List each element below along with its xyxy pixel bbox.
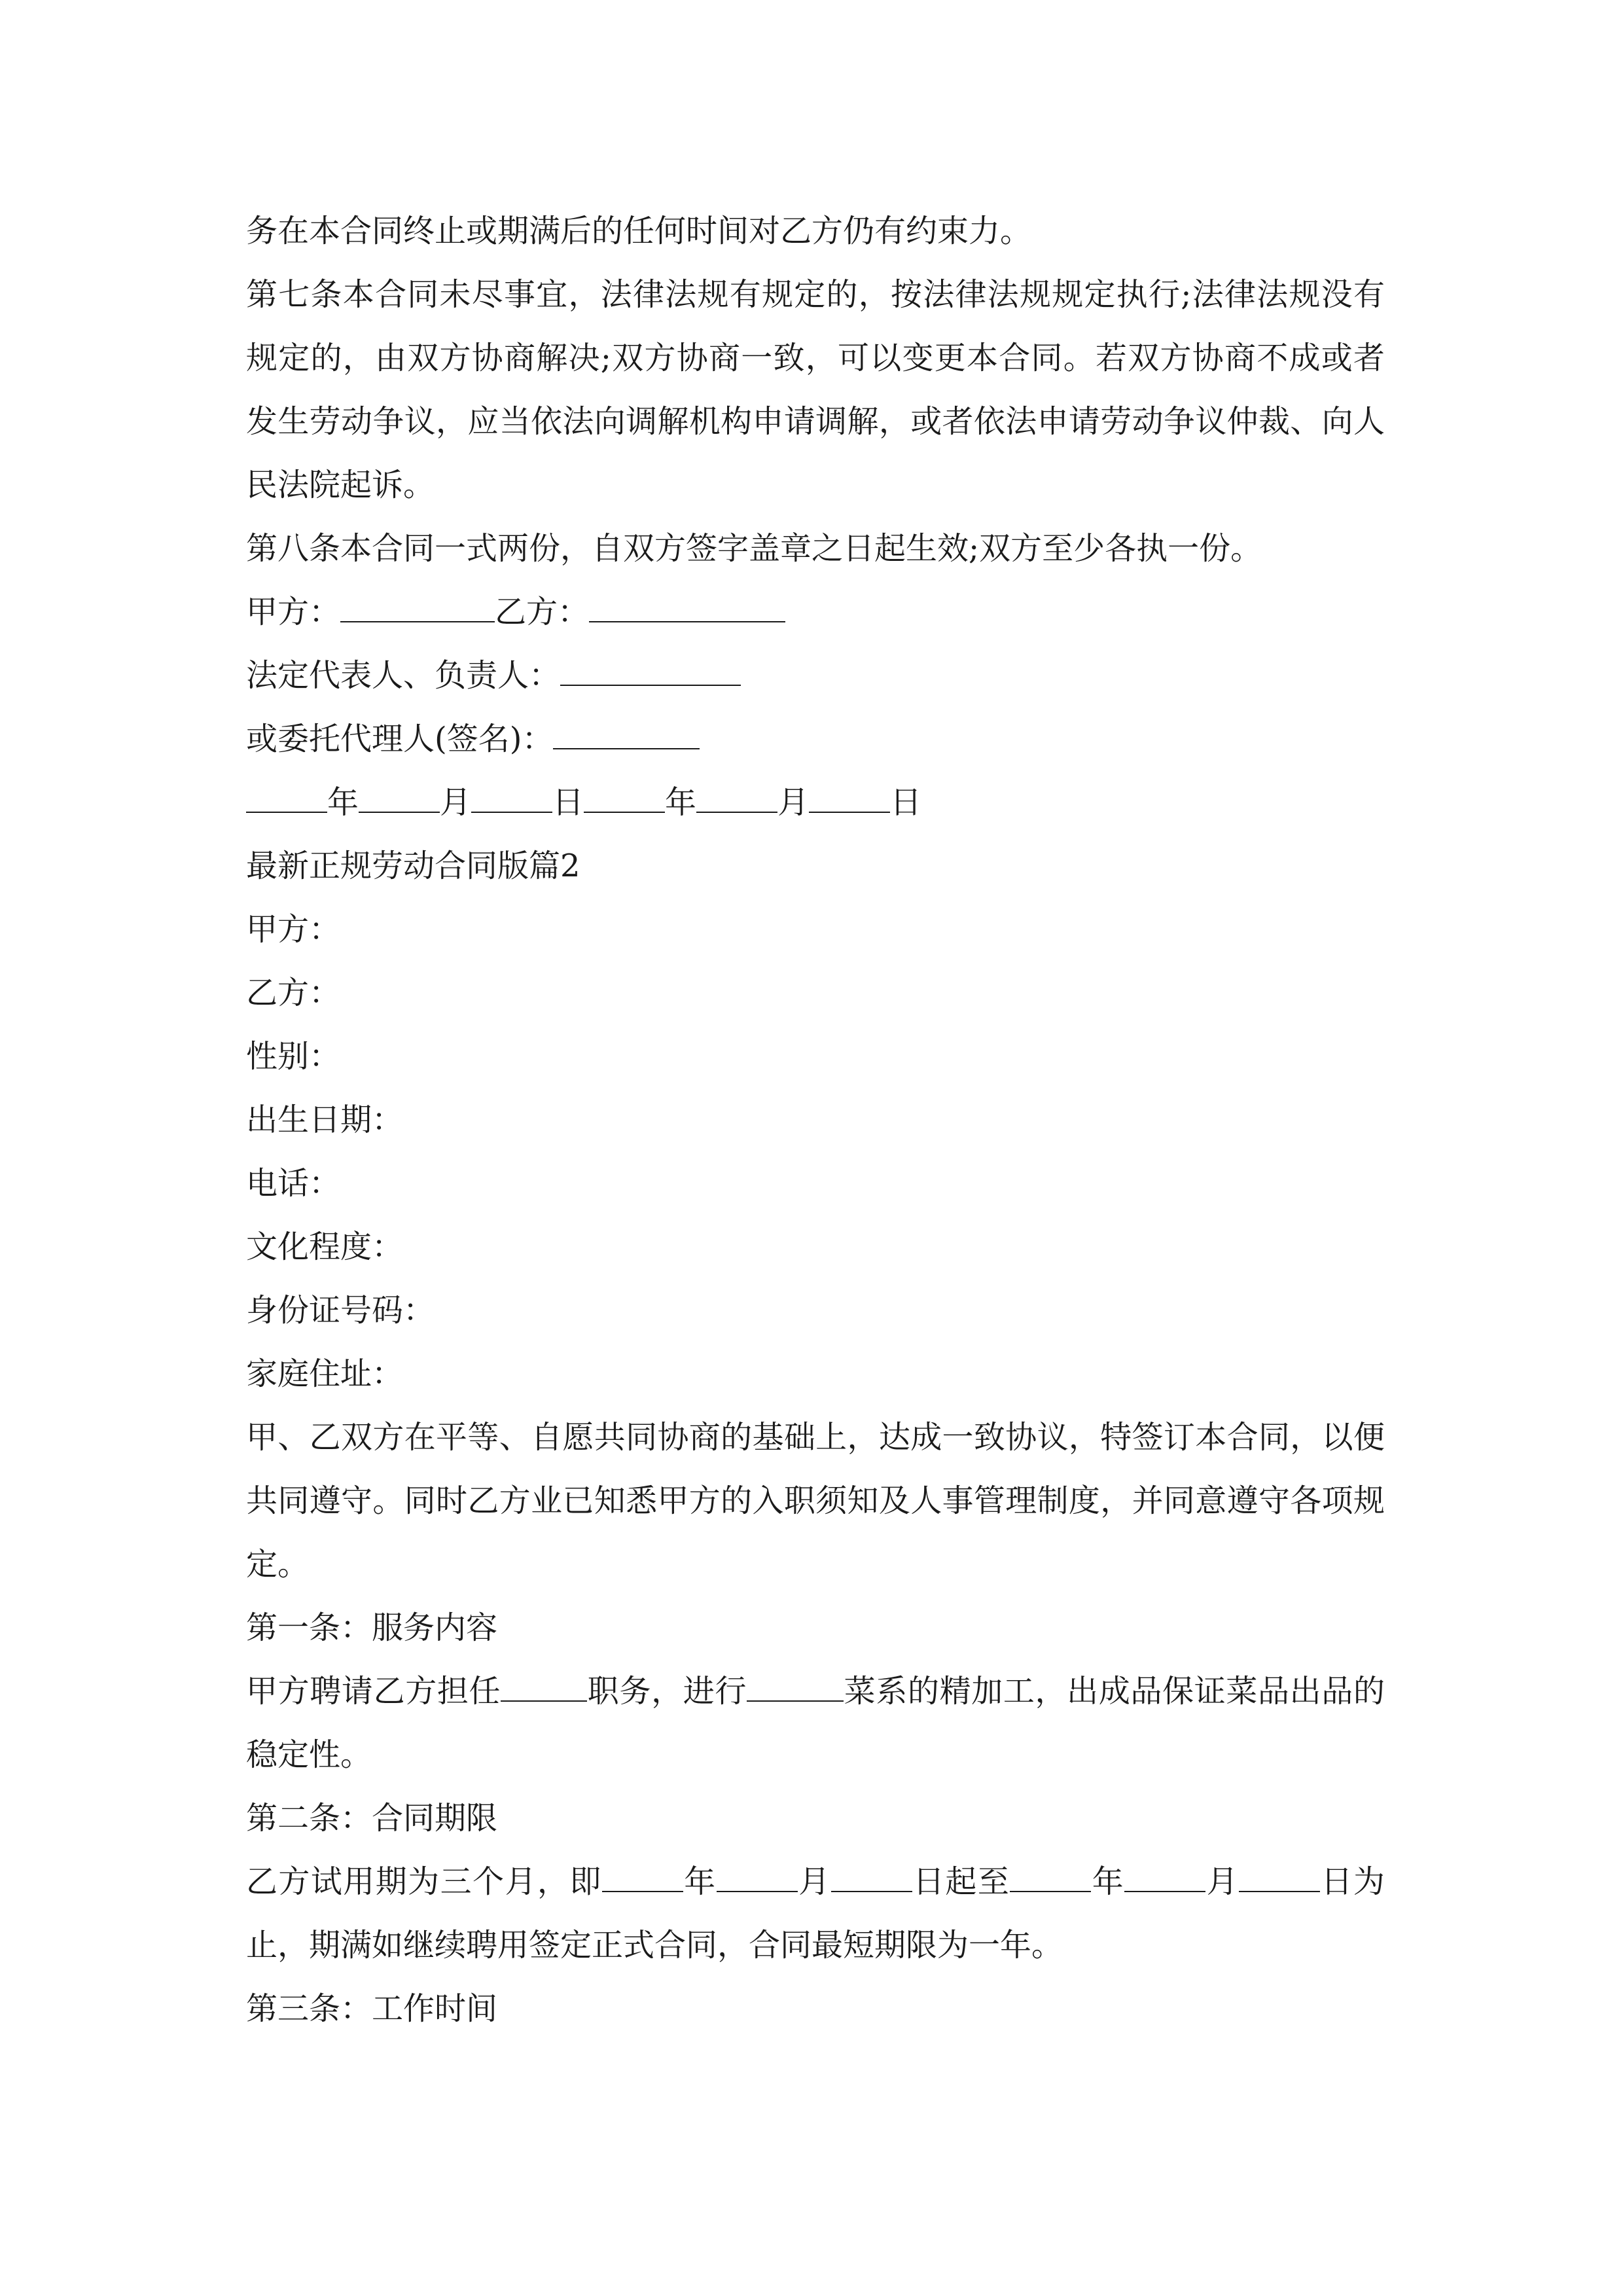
date-month-label: 月 bbox=[440, 784, 472, 821]
date-blank bbox=[246, 781, 327, 813]
date-blank bbox=[1010, 1861, 1091, 1892]
text-line: 务在本合同终止或期满后的任何时间对乙方仍有约束力。 bbox=[246, 213, 1032, 249]
article-8-line: 第八条本合同一式两份，自双方签字盖章之日起生效;双方至少各执一份。 bbox=[246, 530, 1262, 567]
agent-label: 或委托代理人(签名)： bbox=[246, 721, 554, 757]
text-run: 菜系的精加工，出成品保证菜品出品的稳定性。 bbox=[246, 1673, 1385, 1773]
date-blank bbox=[831, 1861, 912, 1892]
date-blank bbox=[696, 781, 777, 813]
date-blank bbox=[471, 781, 552, 813]
field-birth-date: 出生日期： bbox=[246, 1102, 404, 1138]
text-run: 为止，期满如继续聘用签定正式合同，合同最短期限为一年。 bbox=[246, 1863, 1385, 1964]
text-run: 甲方聘请乙方担任 bbox=[246, 1673, 501, 1710]
article-1-paragraph bbox=[246, 1660, 1385, 1787]
date-day-label: 日 bbox=[890, 784, 922, 821]
date-year-label: 年 bbox=[665, 784, 697, 821]
party-b-blank bbox=[589, 591, 785, 622]
agent-line bbox=[246, 708, 1385, 771]
field-phone: 电话： bbox=[246, 1165, 341, 1202]
agent-blank bbox=[553, 718, 700, 749]
party-b-label: 乙方： bbox=[495, 594, 590, 630]
date-blank bbox=[717, 1861, 798, 1892]
section-title: 最新正规劳动合同版篇2 bbox=[246, 848, 580, 884]
intro-paragraph: 甲、乙双方在平等、自愿共同协商的基础上，达成一致协议，特签订本合同，以便共同遵守。同时乙方业已知悉甲方的入职须知及人事管理制度，并同意遵守各项规定。 bbox=[246, 1419, 1385, 1583]
date-year-label: 年 bbox=[1091, 1863, 1125, 1900]
date-year-label: 年 bbox=[683, 1863, 717, 1900]
date-day-label: 日 bbox=[552, 784, 584, 821]
field-address: 家庭住址： bbox=[246, 1355, 404, 1392]
article-1-heading: 第一条：服务内容 bbox=[246, 1609, 498, 1646]
legal-rep-line bbox=[246, 644, 1385, 708]
document-page bbox=[246, 200, 1385, 2041]
article-2-paragraph bbox=[246, 1850, 1385, 1977]
position-blank bbox=[501, 1670, 587, 1702]
date-day-label: 日 bbox=[912, 1863, 946, 1900]
field-gender: 性别： bbox=[246, 1038, 341, 1075]
article-7-paragraph: 第七条本合同未尽事宜，法律法规有规定的，按法律法规规定执行;法律法规没有规定的，由双方协商解决;双方协商一致，可以变更本合同。若双方协商不成或者发生劳动争议，应当依法向调解机构申请调解，或者依法申请劳动争议仲裁、向人民法院起诉。 bbox=[246, 276, 1385, 503]
date-day-label: 日 bbox=[1320, 1863, 1353, 1900]
field-party-b: 乙方： bbox=[246, 975, 341, 1011]
date-year-label: 年 bbox=[327, 784, 359, 821]
date-blank bbox=[1239, 1861, 1320, 1892]
date-blank bbox=[359, 781, 440, 813]
legal-rep-blank bbox=[560, 655, 741, 686]
date-line bbox=[246, 771, 1385, 834]
cuisine-blank bbox=[747, 1670, 844, 1702]
text-run: 职务，进行 bbox=[587, 1673, 747, 1710]
date-blank bbox=[602, 1861, 683, 1892]
field-id-number: 身份证号码： bbox=[246, 1292, 435, 1329]
field-party-a: 甲方： bbox=[246, 911, 341, 948]
signature-parties-line bbox=[246, 581, 1385, 644]
text-run: 起至 bbox=[945, 1863, 1010, 1900]
date-month-label: 月 bbox=[797, 1863, 831, 1900]
text-run: 乙方试用期为三个月，即 bbox=[246, 1863, 602, 1900]
date-blank bbox=[584, 781, 665, 813]
article-3-heading: 第三条：工作时间 bbox=[246, 1990, 498, 2027]
party-a-label: 甲方： bbox=[246, 594, 341, 630]
date-month-label: 月 bbox=[777, 784, 810, 821]
date-blank bbox=[1124, 1861, 1205, 1892]
date-blank bbox=[809, 781, 890, 813]
article-2-heading: 第二条：合同期限 bbox=[246, 1800, 498, 1837]
date-month-label: 月 bbox=[1205, 1863, 1240, 1900]
field-education: 文化程度： bbox=[246, 1229, 404, 1265]
legal-rep-label: 法定代表人、负责人： bbox=[246, 657, 561, 694]
party-a-blank bbox=[340, 591, 495, 622]
